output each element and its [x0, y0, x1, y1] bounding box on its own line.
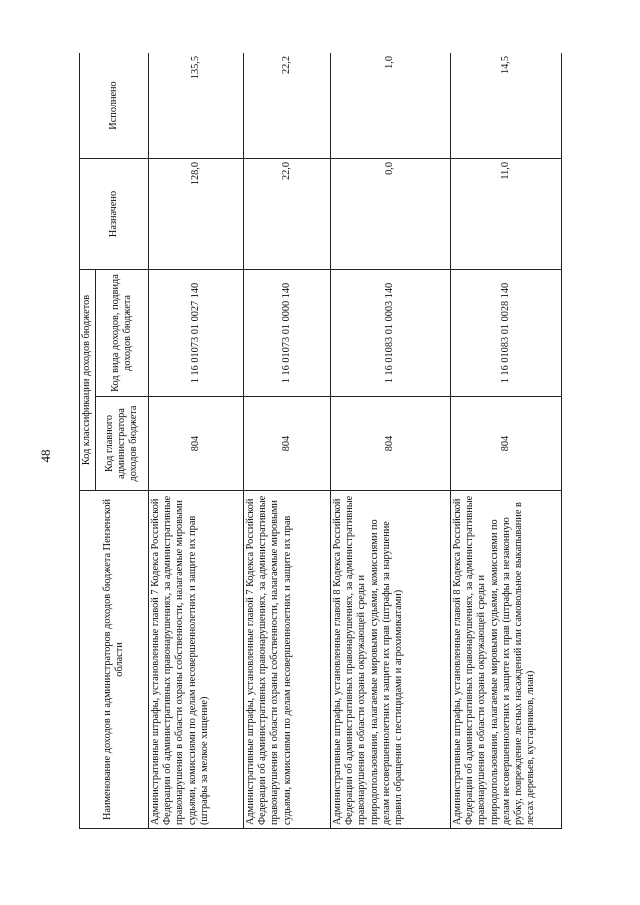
table-row	[244, 53, 331, 829]
row-income-code: 1 16 01083 01 0003 140	[331, 269, 451, 396]
row-income-code: 1 16 01073 01 0027 140	[149, 269, 244, 396]
header-admin-code: Код главного администратора доходов бюджета	[96, 397, 149, 491]
header-classification: Код классификации доходов бюджетов	[80, 269, 96, 490]
row-name: Административные штрафы, установленные главой 8 Кодекса Российской Федерации об административных правонарушениях, за административные правонарушения в области охраны окружающей среды и природопользования, налагаемые мировыми судьями, комиссиями по делам несовершеннолетних и защите их прав (штрафы за незаконную рубку, повреждение лесных насаждений или самовольное выкапывание в лесах деревьев, кустарников, лиан)	[451, 491, 562, 829]
row-name: Административные штрафы, установленные главой 8 Кодекса Российской Федерации об административных правонарушениях, за административные правонарушения в области охраны окружающей среды и природопользования, налагаемые мировыми судьями, комиссиями по делам несовершеннолетних и защите их прав (штрафы за нарушение правил обращения с пестицидами и агрохимикатами)	[331, 491, 451, 829]
row-name: Административные штрафы, установленные главой 7 Кодекса Российской Федерации об административных правонарушениях, за административные правонарушения в области охраны собственности, налагаемые мировыми судьями, комиссиями по делам несовершеннолетних и защите их прав	[244, 491, 331, 829]
row-executed: 22,2	[244, 53, 331, 158]
header-executed: Исполнено	[80, 53, 149, 158]
row-admin-code: 804	[244, 397, 331, 491]
row-executed: 135,5	[149, 53, 244, 158]
rotated-table-container	[79, 53, 562, 829]
row-assigned: 128,0	[149, 158, 244, 269]
revenue-table	[79, 53, 562, 829]
row-executed: 1,0	[331, 53, 451, 158]
row-executed: 14,5	[451, 53, 562, 158]
row-admin-code: 804	[149, 397, 244, 491]
row-assigned: 0,0	[331, 158, 451, 269]
header-income-code: Код вида доходов, подвида доходов бюджета	[96, 269, 149, 396]
row-income-code: 1 16 01073 01 0000 140	[244, 269, 331, 396]
table-row	[331, 53, 451, 829]
table-row	[149, 53, 244, 829]
row-assigned: 11,0	[451, 158, 562, 269]
page-number: 48	[38, 449, 53, 463]
row-name: Административные штрафы, установленные главой 7 Кодекса Российской Федерации об административных правонарушениях, за административные правонарушения в области охраны собственности, налагаемые мировыми судьями, комиссиями по делам несовершеннолетних и защите их прав (штрафы за мелкое хищение)	[149, 491, 244, 829]
row-income-code: 1 16 01083 01 0028 140	[451, 269, 562, 396]
header-name: Наименование доходов и администраторов доходов бюджета Пензенской области	[80, 491, 149, 829]
header-assigned: Назначено	[80, 158, 149, 269]
table-row	[451, 53, 562, 829]
row-admin-code: 804	[331, 397, 451, 491]
row-admin-code: 804	[451, 397, 562, 491]
row-assigned: 22,0	[244, 158, 331, 269]
